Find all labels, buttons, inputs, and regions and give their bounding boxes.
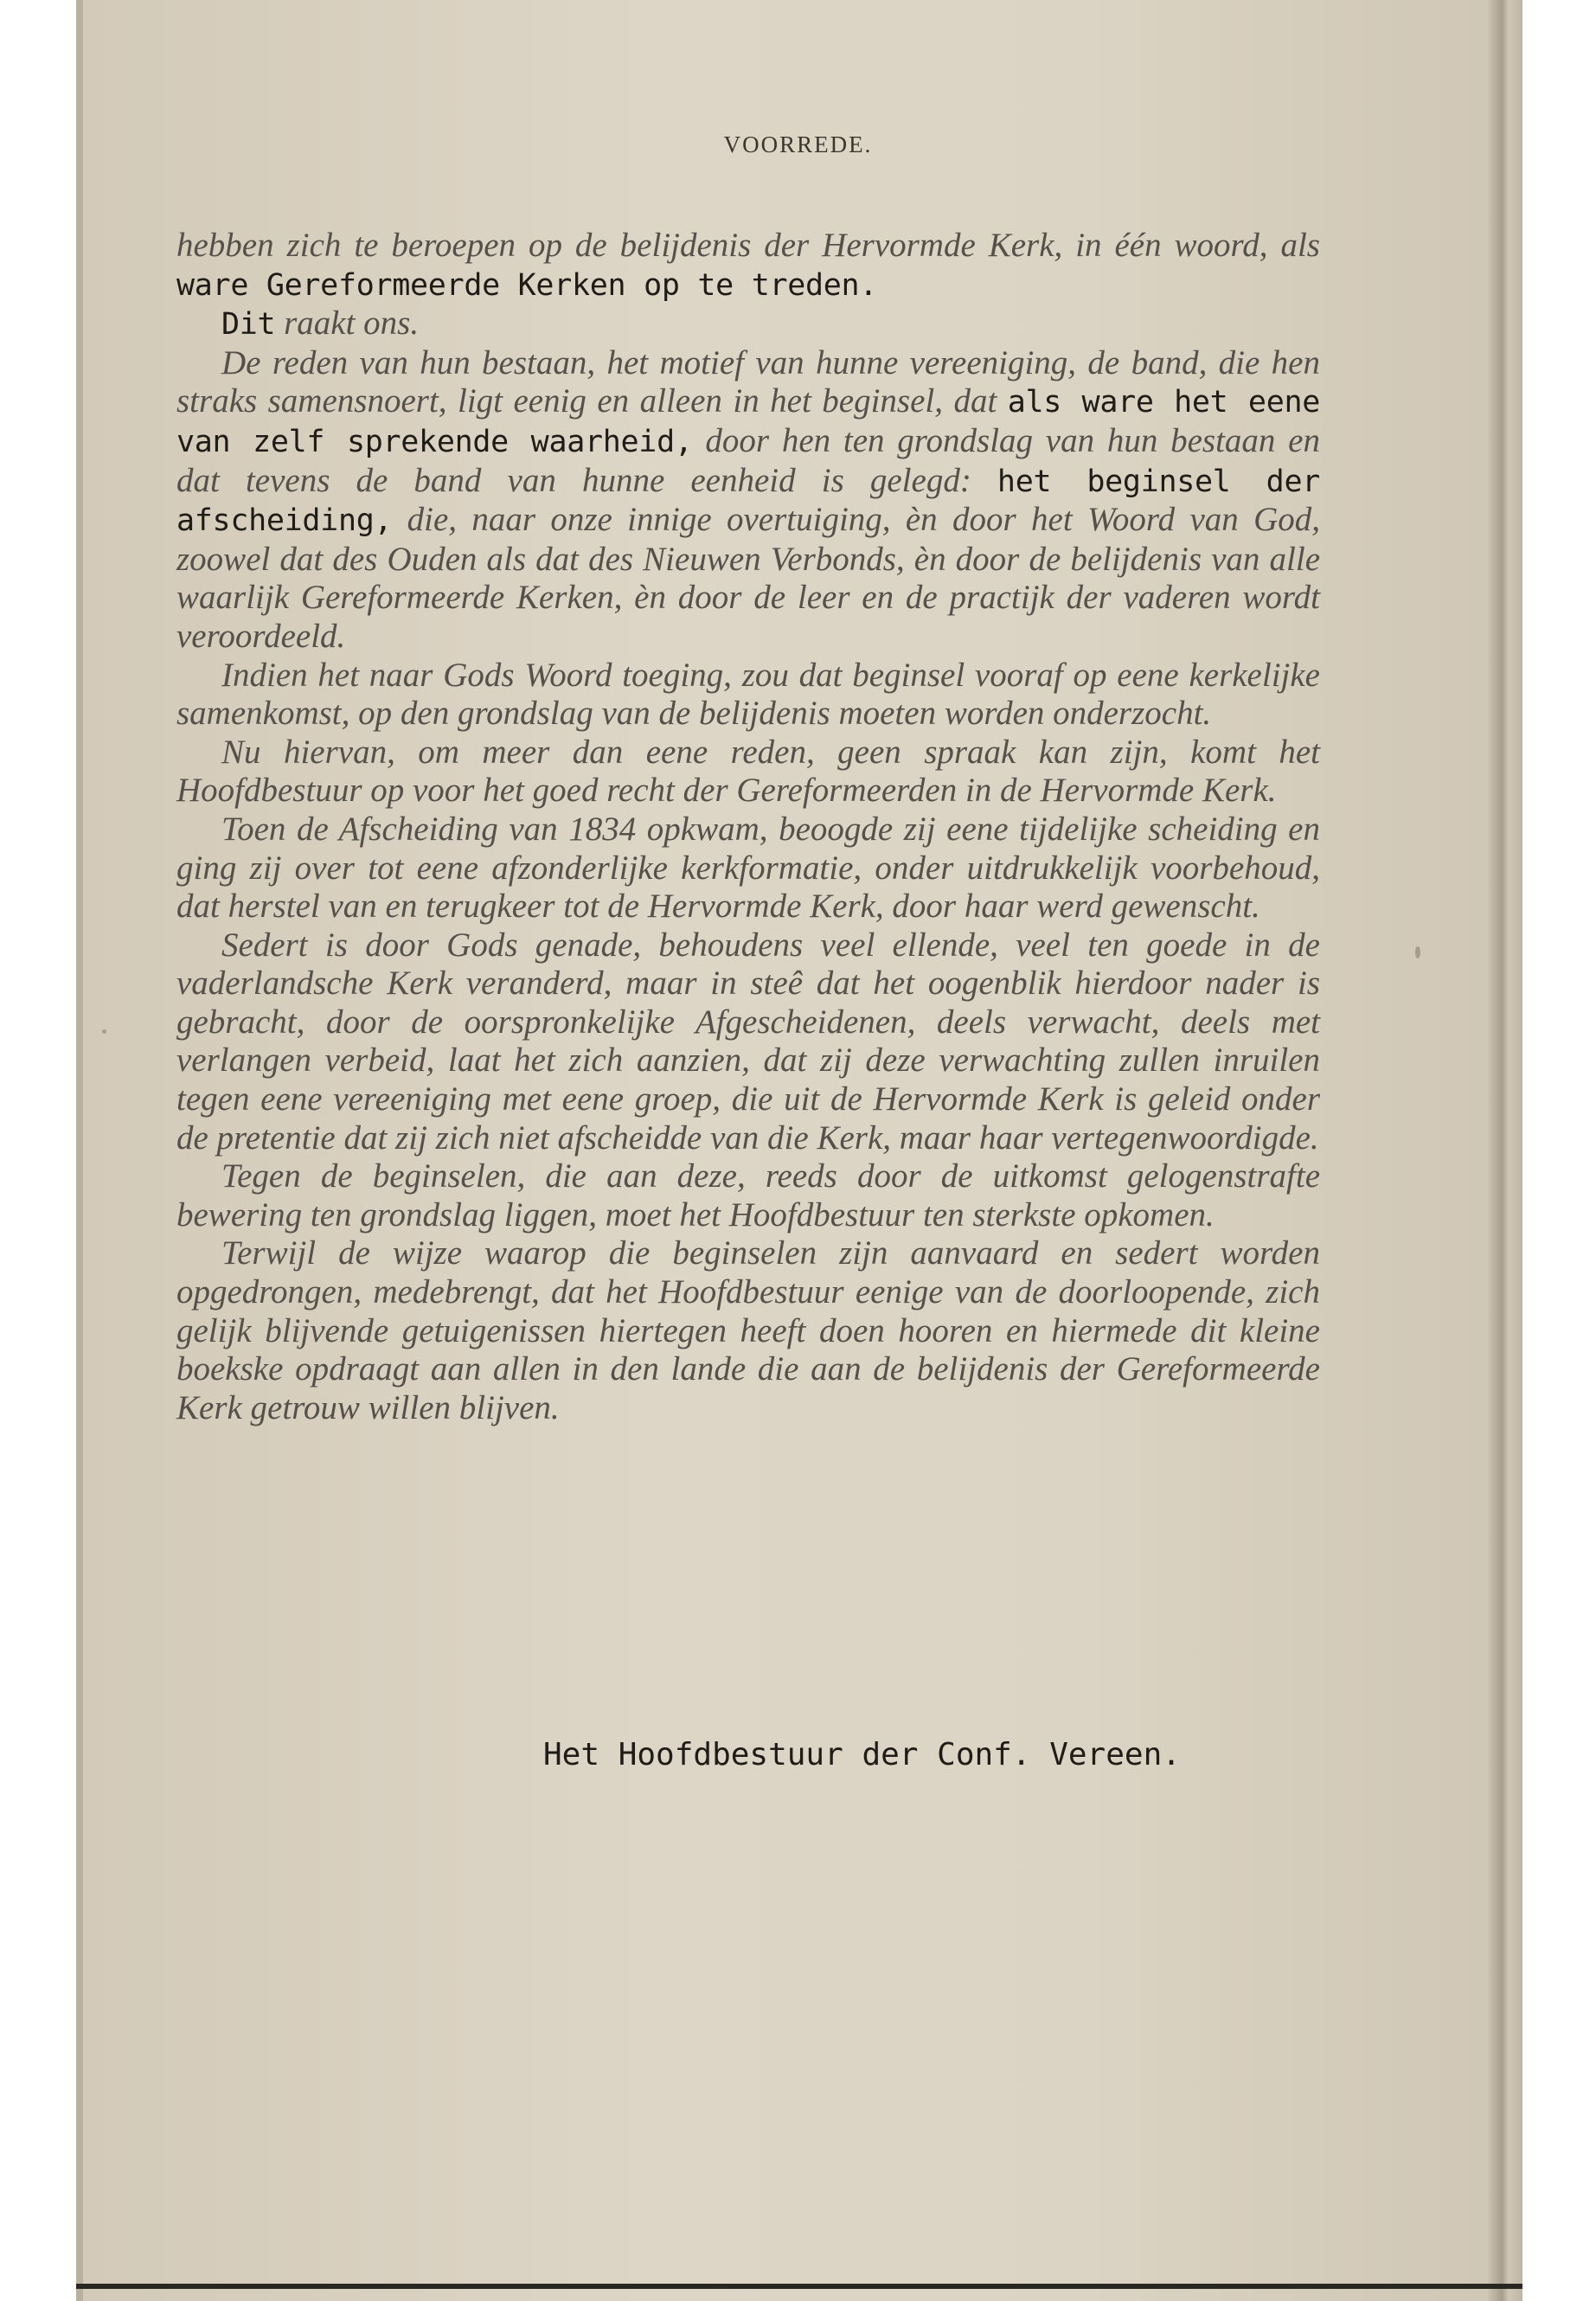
paragraph-3-part-b: als ware het eene van zelf sprekende waarheid, — [176, 385, 1321, 459]
paragraph-1 — [176, 227, 1320, 304]
ink-speck — [102, 1029, 106, 1034]
signature: Het Hoofdbestuur der Conf. Vereen. — [543, 1737, 1181, 1772]
paragraph-9: Terwijl de wijze waarop die beginselen zijn aanvaard en sedert worden opgedrongen, medebrengt, dat het Hoofdbestuur eenige van de doorloopende, zich gelijk blijvende getuigenissen hiertegen heeft doen hooren en hiermede dit kleine boekske opdraagt aan allen in den lande die aan de belijdenis der Gereformeerde Kerk getrouw willen blijven. — [176, 1234, 1320, 1426]
paragraph-1-italic: één woord, als — [1114, 227, 1320, 264]
paragraph-5: Nu hiervan, om meer dan eene reden, geen spraak kan zijn, komt het Hoofdbestuur op voor het goed recht der Gereformeerden in de Hervormde Kerk. — [176, 733, 1320, 810]
preface-text — [176, 227, 1320, 1427]
paragraph-7: Sedert is door Gods genade, behoudens veel ellende, veel ten goede in de vaderlandsche Kerk veranderd, maar in steê dat het oogenblik hierdoor nader is gebracht, door de oorspronkelijke Afgescheidenen, deels verwacht, deels met verlangen verbeid, laat het zich aanzien, dat zij deze verwachting zullen inruilen tegen eene vereeniging met eene groep, die uit de Hervormde Kerk is geleid onder de pretentie dat zij zich niet afscheidde van die Kerk, maar haar vertegenwoordigde. — [176, 926, 1320, 1157]
page-right-edge — [1488, 0, 1522, 2301]
paragraph-3-part-e: die, naar onze innige overtuiging, èn door het Woord van God, zoowel dat des Ouden als dat des Nieuwen Verbonds, èn door de belijdenis van alle waarlijk Gereformeerde Kerken, èn door de leer en de practijk der vaderen wordt veroordeeld. — [176, 501, 1321, 655]
paragraph-8: Tegen de beginselen, die aan deze, reeds door de uitkomst gelogenstrafte bewering ten grondslag liggen, moet het Hoofdbestuur ten sterkste opkomen. — [176, 1157, 1320, 1234]
running-header: VOORREDE. — [723, 131, 873, 157]
paragraph-3 — [176, 344, 1320, 657]
paragraph-2 — [176, 304, 1320, 344]
page-left-shadow — [76, 0, 83, 2301]
paragraph-3-part-c: door hen ten grondslag van hun bestaan en dat tevens de band van hunne eenheid is gelegd: — [176, 421, 1320, 499]
paragraph-2-italic: raakt ons. — [284, 304, 420, 343]
paragraph-1-line-1: hebben zich te beroepen op de belijdenis der Hervormde Kerk, in — [176, 227, 1102, 264]
paragraph-3-part-a: De reden van hun bestaan, het motief van hunne vereeniging, de band, die hen straks samensnoert, ligt eenig en alleen in het beginsel, dat — [176, 343, 1320, 420]
bottom-edge — [76, 2284, 1522, 2289]
paragraph-3-part-d: het beginsel der afscheiding, — [176, 464, 1320, 539]
paragraph-6: Toen de Afscheiding van 1834 opkwam, beoogde zij eene tijdelijke scheiding en ging zij over tot eene afzonderlijke kerkformatie, onder uitdrukkelijk voorbehoud, dat herstel van en terugkeer tot de Hervormde Kerk, door haar werd gewenscht. — [176, 810, 1320, 926]
paragraph-2-roman: Dit — [221, 307, 276, 343]
ink-speck — [1415, 946, 1420, 958]
paragraph-1-roman: ware Gereformeerde Kerken op te treden. — [176, 267, 878, 303]
paragraph-4: Indien het naar Gods Woord toeging, zou dat beginsel vooraf op eene kerkelijke samenkomst, op den grondslag van de belijdenis moeten worden onderzocht. — [176, 656, 1320, 733]
